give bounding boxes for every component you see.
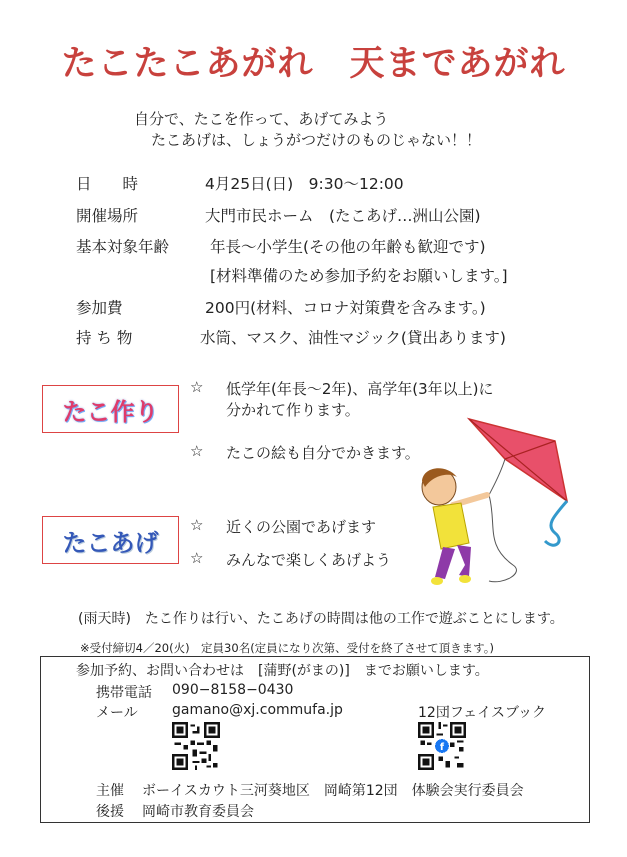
age-value: 年長〜小学生(その他の年齢も歓迎です): [210, 238, 486, 256]
rain-note: (雨天時) たこ作りは行い、たこあげの時間は他の工作で遊ぶことにします。: [78, 611, 564, 627]
venue-label: 開催場所: [76, 207, 139, 225]
kite-flying-badge: たこあげ: [42, 516, 179, 564]
star-bullet: ☆: [190, 442, 204, 460]
fee-value: 200円(材料、コロナ対策費を含みます。): [205, 299, 486, 317]
reservation-note: [材料準備のため参加予約をお願いします。]: [210, 267, 508, 285]
star-bullet: ☆: [190, 378, 204, 396]
fly-item-1: 近くの公園であげます: [226, 518, 377, 536]
support-label: 後援: [96, 804, 124, 820]
qr-code-mail[interactable]: [172, 722, 220, 770]
supporter: 岡崎市教育委員会: [142, 804, 254, 820]
intro-line-2: たこあげは、しょうがつだけのものじゃない！！: [151, 131, 482, 149]
organizer-label: 主催: [96, 783, 124, 799]
contact-heading: 参加予約、お問い合わせは [蒲野(がまの)] までお願いします。: [76, 663, 489, 679]
belongings-value: 水筒、マスク、油性マジック(貸出あります): [200, 329, 506, 347]
deadline-note: ※受付締切4／20(火) 定員30名(定員になり次第、受付を終了させて頂きます。): [80, 641, 494, 655]
fly-item-2: みんなで楽しくあげよう: [226, 551, 392, 569]
organizer: ボーイスカウト三河葵地区 岡崎第12団 体験会実行委員会: [142, 783, 524, 799]
email-address[interactable]: gamano@xj.commufa.jp: [172, 702, 343, 718]
make-item-2: たこの絵も自分でかきます。: [226, 444, 420, 462]
mail-label: メール: [96, 705, 138, 721]
phone-label: 携帯電話: [96, 685, 152, 701]
date-value: 4月25日(日) 9:30〜12:00: [205, 175, 404, 193]
date-label: 日 時: [76, 175, 139, 193]
make-item-1b: 分かれて作ります。: [226, 401, 360, 419]
fee-label: 参加費: [76, 299, 123, 317]
star-bullet: ☆: [190, 516, 204, 534]
facebook-label: 12団フェイスブック: [418, 705, 546, 721]
phone-number[interactable]: 090−8158−0430: [172, 682, 294, 698]
make-item-1a: 低学年(年長〜2年)、高学年(3年以上)に: [226, 380, 494, 398]
page-title: たこたこあがれ 天まであがれ: [61, 44, 566, 84]
svg-text:f: f: [439, 742, 445, 754]
star-bullet: ☆: [190, 549, 204, 567]
qr-code-facebook[interactable]: [418, 722, 466, 770]
intro-line-1: 自分で、たこを作って、あげてみよう: [134, 110, 389, 128]
belongings-label: 持 ち 物: [76, 329, 133, 347]
kite-boy-illustration: [405, 415, 585, 590]
age-label: 基本対象年齢: [76, 238, 170, 256]
kite-making-badge: たこ作り: [42, 385, 179, 433]
venue-value: 大門市民ホーム (たこあげ…洲山公園): [205, 207, 481, 225]
